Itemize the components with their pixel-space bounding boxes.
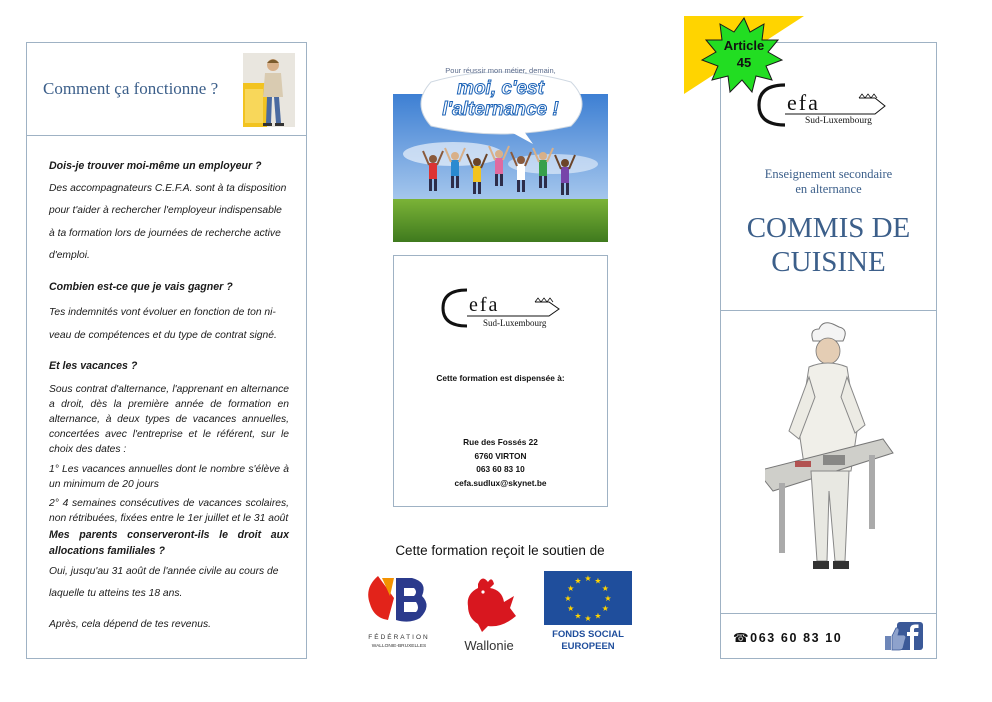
student-figure-image (243, 53, 295, 127)
svg-text:★: ★ (574, 576, 582, 586)
faq-answer-line: Des accompagnateurs C.E.F.A. sont à ta disposition (49, 182, 287, 194)
right-panel (720, 42, 937, 659)
training-location-label: Cette formation est dispensée à: (436, 373, 565, 383)
faq-holiday-item-1: 1° Les vacances annuelles dont le nombre s'élève à un minimum de 20 jours (49, 463, 289, 490)
left-panel-header (27, 43, 306, 136)
european-social-fund-logo (544, 571, 632, 657)
program-title (721, 211, 936, 279)
badge-text-line-2: 45 (736, 55, 752, 70)
support-heading: Cette formation reçoit le soutien de (395, 543, 605, 558)
cefa-logo-subtitle: Sud-Luxembourg (805, 116, 872, 126)
federation-wallonie-bruxelles-logo (360, 570, 438, 656)
svg-text:★: ★ (584, 574, 592, 583)
eu-text-line-2: EUROPEEN (561, 641, 615, 652)
wallonie-logo (458, 572, 520, 658)
banner-bubble-line-2: l'alternance ! (442, 99, 559, 120)
faq-answer-line: laquelle tu atteins tes 18 ans. (49, 588, 183, 600)
address-email[interactable]: cefa.sudlux@skynet.be (454, 477, 547, 488)
faq-answer-holidays: Sous contrat d'alternance, l'apprenant en alternance a droit, dès la première année de formation en alternance, à deux types de vacances annuelles, concertées avec l'entreprise et le référent, sur le choix des dates : (49, 383, 289, 456)
faq-question-holidays: Et les vacances ? (49, 360, 138, 372)
svg-text:★: ★ (584, 614, 592, 623)
program-subtitle-line-2: en alternance (795, 182, 862, 196)
banner-bubble-line-1: moi, c'est (457, 78, 544, 99)
svg-text:★: ★ (601, 584, 609, 593)
faq-answer-income: Après, cela dépend de tes revenus. (49, 618, 211, 630)
faq-answer-line: pour t'aider à rechercher l'employeur indispensable (49, 205, 282, 216)
eu-text-line-1: FONDS SOCIAL (552, 629, 624, 640)
faq-answer-line: d'emploi. (49, 250, 90, 261)
cefa-logo-text: efa (787, 90, 820, 115)
svg-text:★: ★ (601, 604, 609, 613)
phone-icon: ☎ (733, 630, 751, 645)
badge-text-line-1: Article (723, 38, 765, 53)
faq-question-employer: Dois-je trouver moi-même un employeur ? (49, 160, 262, 172)
program-subtitle (721, 167, 936, 197)
faq-question-salary: Combien est-ce que je vais gagner ? (49, 280, 233, 293)
program-title-line-1: COMMIS DE (746, 212, 911, 244)
program-title-line-2: CUISINE (771, 246, 886, 278)
alternance-banner-image (393, 64, 608, 242)
contact-address (394, 436, 607, 490)
svg-text:★: ★ (567, 584, 575, 593)
svg-text:★: ★ (594, 611, 602, 621)
wallonie-text: Wallonie (464, 638, 514, 653)
faq-holiday-item-2: 2° 4 semaines consécutives de vacances scolaires, non rétribuées, fixées entre le 1er juillet et le 31 août (49, 497, 289, 525)
faq-answer-line: à ta formation lors de journées de recherche active (49, 227, 281, 239)
phone-number-text: 063 60 83 10 (750, 631, 843, 645)
cefa-logo-text: efa (469, 294, 500, 316)
faq-answer-line: veau de compétences et du type de contrat signé. (49, 329, 277, 341)
left-panel (26, 42, 307, 659)
fwb-text-line-2: WALLONIE-BRUXELLES (371, 644, 427, 649)
svg-text:★: ★ (594, 576, 602, 586)
cefa-logo-subtitle: Sud-Luxembourg (483, 318, 547, 328)
address-street: Rue des Fossés 22 (463, 437, 538, 447)
address-phone: 063 60 83 10 (476, 464, 525, 475)
phone-number[interactable] (733, 630, 842, 645)
banner-tagline: Pour réussir mon métier, demain, (445, 66, 556, 75)
svg-text:★: ★ (574, 611, 582, 621)
svg-text:★: ★ (604, 594, 612, 603)
address-city: 6760 VIRTON (474, 450, 527, 461)
right-panel-footer (721, 613, 936, 659)
faq-answer-line: Tes indemnités vont évoluer en fonction de ton ni- (49, 307, 276, 318)
article-45-badge (684, 16, 804, 108)
contact-box (393, 255, 608, 507)
fwb-text-line-1: FÉDÉRATION (368, 634, 430, 641)
svg-text:★: ★ (567, 604, 575, 613)
chef-illustration (765, 321, 895, 581)
faq-section (49, 155, 289, 636)
faq-question-allowances: Mes parents conserveront-ils le droit aux allocations familiales ? (49, 529, 289, 557)
facebook-like-icon[interactable] (883, 622, 923, 652)
left-panel-title: Comment ça fonctionne ? (43, 79, 219, 98)
program-subtitle-line-1: Enseignement secondaire (764, 167, 893, 181)
faq-answer-line: Oui, jusqu'au 31 août de l'année civile au cours de (49, 565, 279, 577)
cefa-logo (439, 284, 569, 332)
svg-text:★: ★ (564, 594, 572, 603)
